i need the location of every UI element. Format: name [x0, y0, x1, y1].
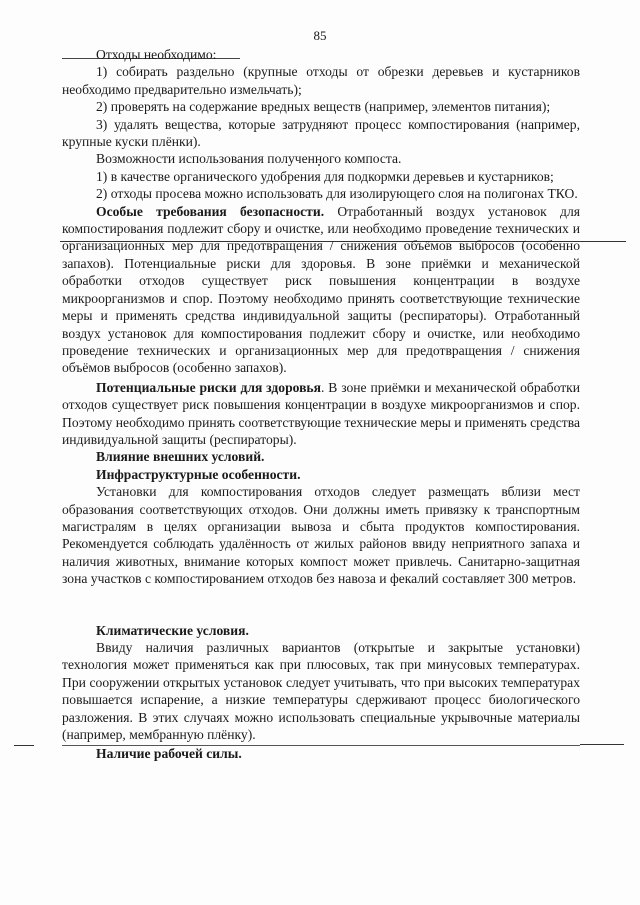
safety-heading: Особые требования безопасности. [96, 203, 325, 219]
heading-external-conditions: Влияние внешних условий. [96, 449, 265, 465]
list-item-check: 2) проверять на содержание вредных веществ (например, элементов питания); [96, 99, 551, 115]
paragraph-compost-uses: Возможности использования полученного компоста. [96, 151, 402, 167]
scan-artifact-line [14, 745, 34, 746]
paragraph-infrastructure: Установки для компостирования отходов следует размещать вблизи мест образования соответствующих отходов. Они должны иметь привязку к транспортным магистралям в целях организации вывоза и сбыта продуктов компостирования. Рекомендуется соблюдать удалённость от жилых районов ввиду неприятного запаха и наличия животных, внимание которых компост может привлечь. Санитарно-защитная зона участков с компостированием отходов без навоза и фекалий составляет 300 метров. [62, 484, 580, 587]
list-item-remove: 3) удалять вещества, которые затрудняют процесс компостирования (например, крупные куски плёнки). [62, 116, 580, 150]
paragraph-climate: Ввиду наличия различных вариантов (открытые и закрытые установки) технология может применяться как при плюсовых, так при минусовых температурах. При сооружении открытых установок следует учитывать, что при высоких температурах повышается испарение, а низкие температуры сдерживают процесс биологического разложения. В этих случаях можно использовать специальные укрывочные материалы (например, мембранную плёнку). [62, 640, 580, 743]
page-number: 85 [313, 28, 327, 43]
heading-infrastructure: Инфраструктурные особенности. [96, 466, 301, 482]
paragraph-safety [62, 203, 580, 377]
list-item-collect: 1) собирать раздельно (крупные отходы от обрезки деревьев и кустарников необходимо предварительно измельчать); [62, 64, 580, 97]
document-body [62, 46, 580, 763]
list-item-fertilizer: 1) в качестве органического удобрения для подкормки деревьев и кустарников; [96, 168, 554, 184]
paragraph-health-risks [62, 379, 580, 449]
heading-workforce: Наличие рабочей силы. [96, 746, 242, 762]
heading-climate: Климатические условия. [96, 622, 249, 638]
health-risks-text: . В зоне приёмки и механической обработки отходов существует риск повышения концентрации в воздухе микроорганизмов и спор. Поэтому необходимо принять соответствующие технические меры и применять средства индивидуальной защиты (респираторы). [62, 379, 581, 447]
paragraph-waste-requirements: Отходы необходимо: [96, 47, 217, 62]
health-risks-heading: Потенциальные риски для здоровья [96, 379, 321, 395]
list-item-screening: 2) отходы просева можно использовать для изолирующего слоя на полигонах ТКО. [96, 186, 578, 202]
scan-artifact-line [580, 744, 624, 745]
safety-text: Отработанный воздух установок для компостирования подлежит сбору и очистке, или необходимо проведение технических и организационных мер для предотвращения / снижения объёмов выбросов (особенно запахов). Потенциальные риски для здоровья. В зоне приёмки и механической обработки отходов существует риск повышения концентрации в воздухе микроорганизмов и спор. Поэтому необходимо принять соответствующие технические меры и применять средства индивидуальной защиты (респираторы). Отработанный воздух установок для компостирования подлежит сбору и очистке, или необходимо проведение технических и организационных мер для предотвращения / снижения объёмов выбросов (особенно запахов). [62, 203, 580, 376]
